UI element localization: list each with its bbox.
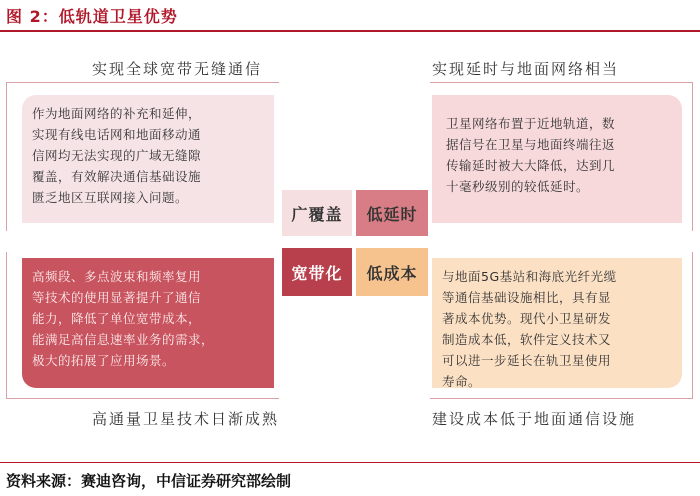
figure-title: 图 2：低轨道卫星优势 xyxy=(6,7,178,26)
text-line: 可以进一步延长在轨卫星使用 xyxy=(442,353,612,368)
text-line: 据信号在卫星与地面终端往返 xyxy=(446,137,616,152)
text-line: 极大的拓展了应用场景。 xyxy=(32,353,176,368)
text-line: 实现有线电话网和地面移动通 xyxy=(32,127,202,142)
text-box-top-right xyxy=(432,95,682,223)
tag-top-left: 广覆盖 xyxy=(282,190,352,236)
source-note: 资料来源：赛迪咨询，中信证券研究部绘制 xyxy=(6,472,292,490)
text-line: 传输延时被大大降低，达到几 xyxy=(446,158,616,173)
text-box-top-left xyxy=(22,95,274,223)
text-line: 信网均无法实现的广域无缝隙 xyxy=(32,148,202,163)
text-line: 十毫秒级别的较低延时。 xyxy=(446,179,590,194)
text-line: 等通信基础设施相比，具有显 xyxy=(442,290,612,305)
text-line: 著成本优势。现代小卫星研发 xyxy=(442,311,612,326)
bottom-rule xyxy=(0,462,700,463)
heading-top-right: 实现延时与地面网络相当 xyxy=(432,60,620,78)
text-line: 制造成本低，软件定义技术又 xyxy=(442,332,612,347)
text-line: 卫星网络布置于近地轨道，数 xyxy=(446,116,616,131)
heading-bottom-left: 高通量卫星技术日渐成熟 xyxy=(92,410,280,428)
text-line: 能力，降低了单位宽带成本， xyxy=(32,311,202,326)
tag-top-right: 低延时 xyxy=(356,190,428,236)
text-box-bottom-right xyxy=(432,258,682,388)
text-line: 等技术的使用显著提升了通信 xyxy=(32,290,202,305)
text-line: 寿命。 xyxy=(442,374,482,389)
heading-top-left: 实现全球宽带无缝通信 xyxy=(92,60,263,78)
text-line: 覆盖，有效解决通信基础设施 xyxy=(32,169,202,184)
text-line: 与地面5G基站和海底光纤光缆 xyxy=(442,269,617,284)
text-line: 能满足高信息速率业务的需求， xyxy=(32,332,215,347)
top-rule xyxy=(0,30,700,32)
text-line: 匮乏地区互联网接入问题。 xyxy=(32,190,189,205)
text-line: 高频段、多点波束和频率复用 xyxy=(32,269,202,284)
text-box-bottom-left xyxy=(22,258,274,388)
heading-bottom-right: 建设成本低于地面通信设施 xyxy=(432,410,637,428)
text-line: 作为地面网络的补充和延伸， xyxy=(32,106,202,121)
tag-bottom-right: 低成本 xyxy=(356,248,428,296)
tag-bottom-left: 宽带化 xyxy=(282,248,352,296)
